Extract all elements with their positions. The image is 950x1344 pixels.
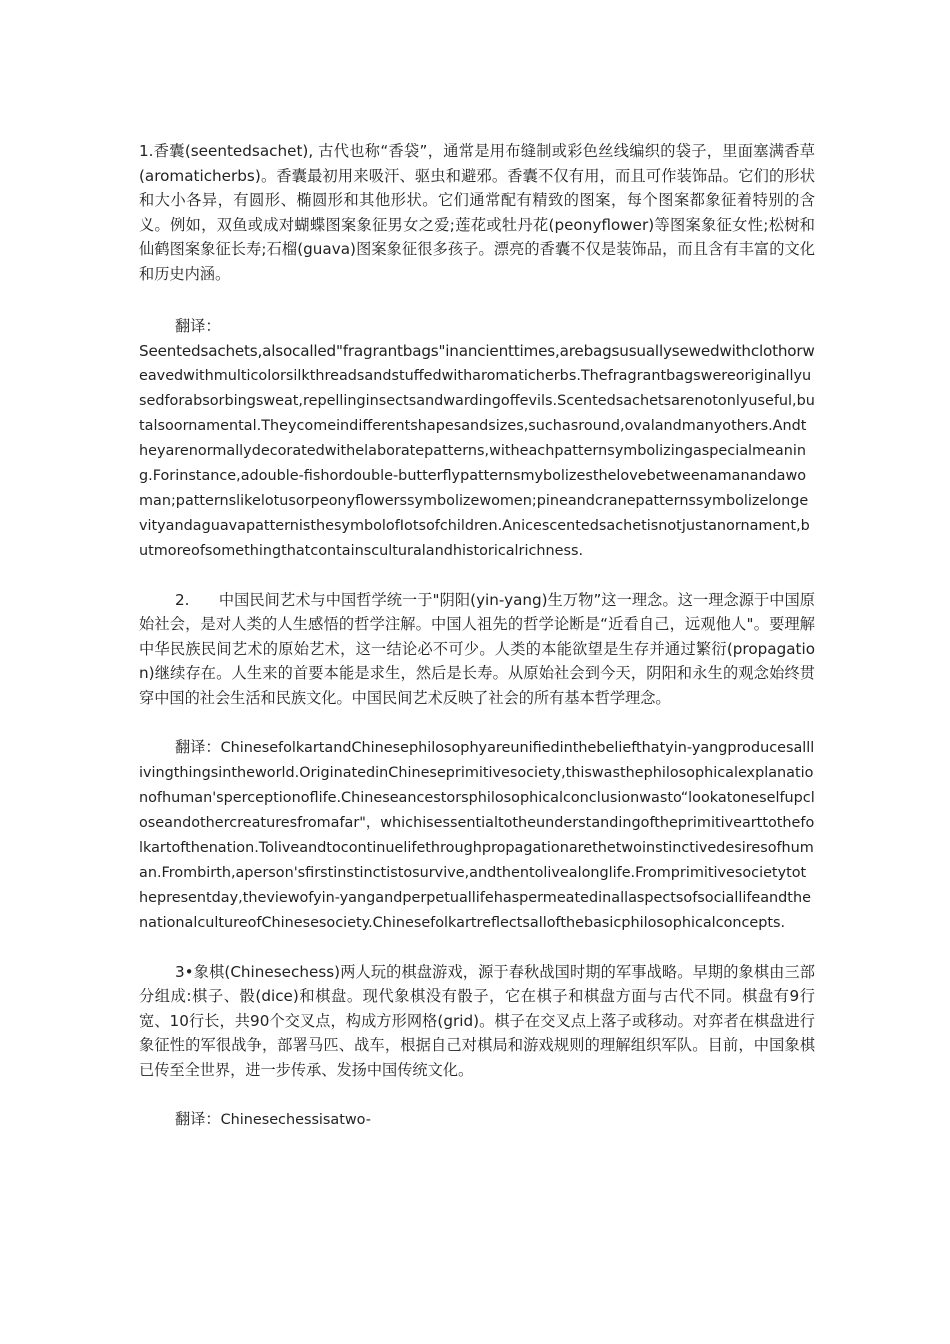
- source-paragraph-2: 2. 中国民间艺术与中国哲学统一于"阴阳(yin-yang)生万物”这一理念。这一理念源于中国原始社会，是对人类的人生感悟的哲学注解。中国人祖先的哲学论断是“近看自己，远观他人"。要理解中华民族民间艺术的原始艺术，这一结论必不可少。人类的本能欲望是生存并通过繁衍(propagation)继续存在。人生来的首要本能是求生，然后是长寿。从原始社会到今天，阴阳和永生的观念始终贯穿中国的社会生活和民族文化。中国民间艺术反映了社会的所有基本哲学理念。: [139, 590, 815, 707]
- translation-label-1: 翻译：: [175, 316, 221, 335]
- translation-first-line-1: Seentedsachets,alsocalled"fragrantbags"inancienttimes,arebagsusuallysewedwithclothorw: [139, 341, 815, 360]
- translation-text-2: ChinesefolkartandChinesephilosophyareunifiedinthebeliefthatyin-yangproducesalllivingthingsintheworld.OriginatedinChineseprimitivesociety,thiswasthephilosophicalexplanationofhuman'sperceptionoflife.Chineseancestorsphilosophicalconclusionwasto“lookatoneselfupcloseandothercreaturesfromafar"，whichisessentialtotheunderstandingoftheprimitivearttothefolkartofthenation.Toliveandtocontinuelifethroughpropagationarethetwoinstinctivedesiresofhuman.Frombirth,aperson'sfirstinstinctistosurvive,andthentolivealonglife.Fromprimitivesocietytothepresentday,theviewofyin-yangandperpetuallifehaspermeatedinallaspectsofsociallifeandthenationalcultureofChinesesociety.Chinesefolkartreflectsallofthebasicphilosophicalconcepts.: [139, 739, 815, 931]
- translation-text-3: Chinesechessisatwo-: [220, 1111, 371, 1128]
- translation-label-3: 翻译：: [175, 1109, 221, 1128]
- source-paragraph-1: 1.香囊(seentedsachet), 古代也称“香袋”，通常是用布缝制或彩色丝线编织的袋子，里面塞满香草(aromaticherbs)。香囊最初用来吸汗、驱虫和避邪。香囊不仅有用，而且可作装饰品。它们的形状和大小各异，有圆形、椭圆形和其他形状。它们通常配有精致的图案，每个图案都象征着特别的含义。例如，双鱼或成对蝴蝶图案象征男女之爱;莲花或牡丹花(peonyflower)等图案象征女性;松树和仙鹤图案象征长寿;石榴(guava)图案象征很多孩子。漂亮的香囊不仅是装饰品，而且含有丰富的文化和历史内涵。: [139, 142, 815, 283]
- translation-paragraph-2: [139, 735, 815, 936]
- document-page: [139, 139, 815, 1133]
- translation-paragraph-3: [139, 1107, 815, 1133]
- translation-label-2: 翻译：: [175, 737, 221, 756]
- source-paragraph-3: 3•象棋(Chinesechess)两人玩的棋盘游戏，源于春秋战国时期的军事战略。早期的象棋由三部分组成:棋子、骰(dice)和棋盘。现代象棋没有骰子，它在棋子和棋盘方面与古代不同。棋盘有9行宽、10行长，共90个交叉点，构成方形网格(grid)。棋子在交叉点上落子或移动。对弈者在棋盘进行象征性的军很战争，部署马匹、战车，根据自己对棋局和游戏规则的理解组织军队。目前，中国象棋已传至全世界，进一步传承、发扬中国传统文化。: [139, 962, 815, 1079]
- translation-paragraph-1: eavedwithmulticolorsilkthreadsandstuffedwitharomaticherbs.Thefragrantbagswereoriginallyusedforabsorbingsweat,repellinginsectsandwardingoffevils.Scentedsachetsarenotonlyuseful,butalsoornamental.Theycomeindifferentshapesandsizes,suchasround,ovalandmanyothers.Andtheyarenormallydecoratedwithelaboratepatterns,witheachpatternsymbolizingaspecialmeaning.Forinstance,adouble-fishordouble-butterflypatternsmybolizesthelovebetweenamanandawoman;patternslikelotusorpeonyflowerssymbolizewomen;pineandcranepatternssymbolizelongevityandaguavapatternisthesymbolofIotsofchildren.Anicescentedsachetisnotjustanornament,butmoreofsomethingthatcontainsculturalandhistoricalrichness.: [139, 367, 815, 559]
